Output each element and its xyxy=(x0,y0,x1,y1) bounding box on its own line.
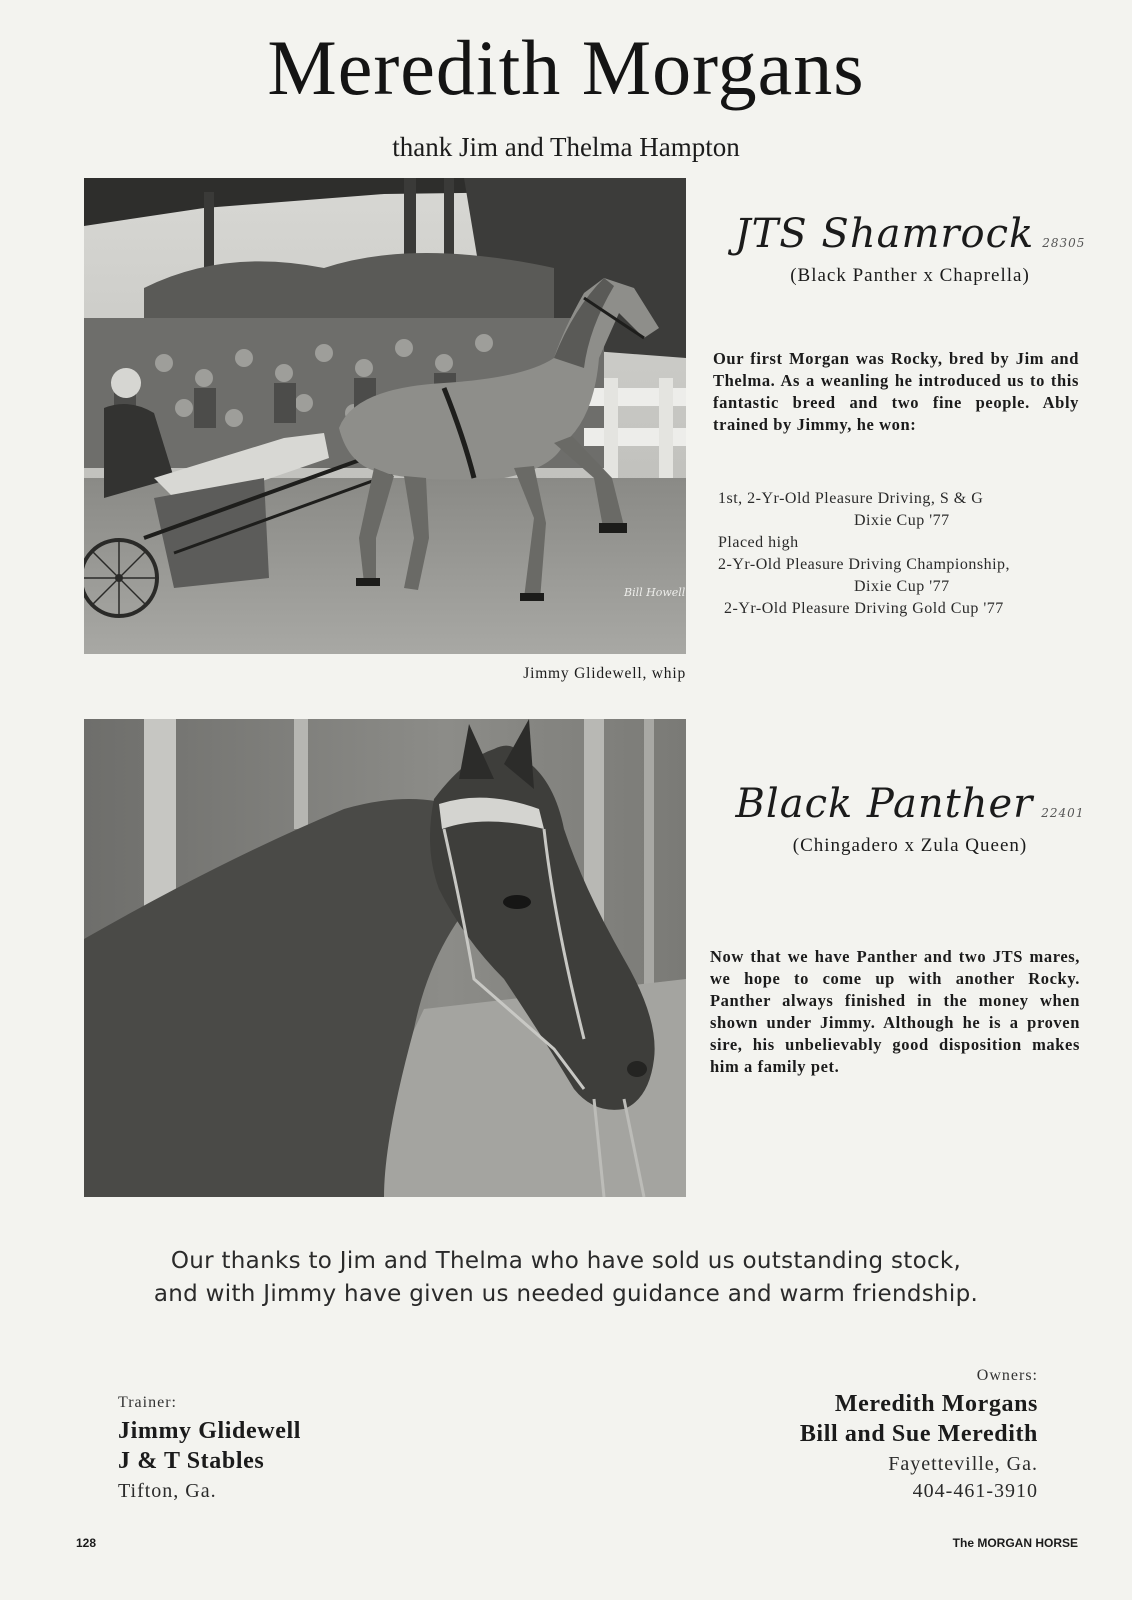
trainer-location: Tifton, Ga. xyxy=(118,1480,217,1502)
photo-credit: Bill Howell xyxy=(624,586,686,599)
trainer-name: Jimmy Glidewell xyxy=(118,1418,301,1444)
thanks-line-1: Our thanks to Jim and Thelma who have sold us outstanding stock, xyxy=(170,1248,962,1274)
awards-list xyxy=(700,488,1120,620)
registration-number: 28305 xyxy=(1042,236,1086,250)
award-line: 1st, 2-Yr-Old Pleasure Driving, S & G xyxy=(718,490,984,507)
owners-names: Bill and Sue Meredith xyxy=(799,1421,1038,1447)
award-line: 2-Yr-Old Pleasure Driving Gold Cup '77 xyxy=(724,600,1004,617)
thanks-line-2: and with Jimmy have given us needed guidance and warm friendship. xyxy=(153,1281,979,1307)
photo-caption: Jimmy Glidewell, whip xyxy=(523,665,686,682)
horse-name-text: Black Panther xyxy=(735,781,1034,827)
registration-number: 22401 xyxy=(1041,806,1085,820)
owners-phone: 404-461-3910 xyxy=(912,1480,1038,1502)
horse-name-shamrock xyxy=(700,210,1120,267)
trainer-stable: J & T Stables xyxy=(118,1448,265,1474)
pedigree-black-panther: (Chingadero x Zula Queen) xyxy=(792,835,1028,856)
story-black-panther: Now that we have Panther and two JTS mares, we hope to come up with another Rocky. Panther always finished in the money when shown under Jimmy. Although he is a proven sire, his unbelievably good disposition makes him a family pet. xyxy=(710,947,1080,1076)
page-title: Meredith Morgans xyxy=(267,24,865,111)
owners-block xyxy=(640,1366,1038,1505)
trainer-block xyxy=(118,1393,538,1505)
page-number: 128 xyxy=(76,1536,97,1550)
black-panther-portrait-photo xyxy=(84,719,686,1197)
award-line: Placed high xyxy=(718,534,799,551)
shamrock-driving-photo xyxy=(84,178,686,654)
award-line: 2-Yr-Old Pleasure Driving Championship, xyxy=(718,556,1011,573)
pedigree-shamrock: (Black Panther x Chaprella) xyxy=(790,265,1030,286)
award-line: Dixie Cup '77 xyxy=(854,512,950,529)
award-line: Dixie Cup '77 xyxy=(854,578,950,595)
story-shamrock: Our first Morgan was Rocky, bred by Jim and Thelma. As a weanling he introduced us to this fantastic breed and two fine people. Ably trained by Jimmy, he won: xyxy=(713,349,1079,434)
owners-label: Owners: xyxy=(976,1367,1038,1384)
horse-name-text: JTS Shamrock xyxy=(734,211,1035,257)
owners-location: Fayetteville, Ga. xyxy=(888,1453,1038,1475)
horse-name-black-panther xyxy=(700,780,1120,837)
page-subtitle: thank Jim and Thelma Hampton xyxy=(392,132,740,162)
publication-name: The MORGAN HORSE xyxy=(952,1536,1078,1550)
trainer-label: Trainer: xyxy=(118,1394,177,1411)
owners-farm: Meredith Morgans xyxy=(834,1391,1038,1417)
